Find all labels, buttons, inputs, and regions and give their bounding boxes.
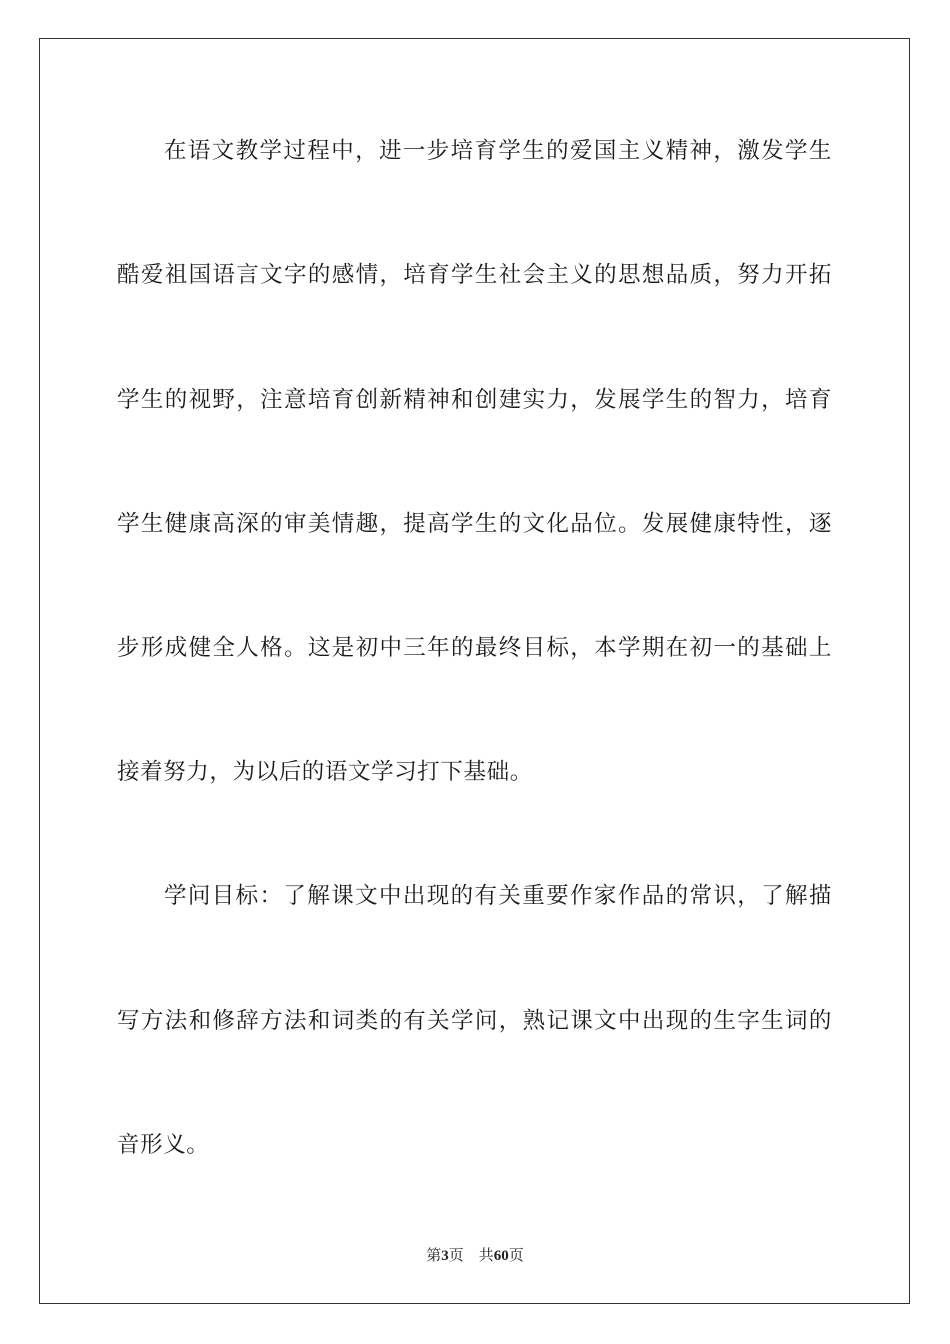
page-border	[39, 38, 910, 1304]
footer-page-number: 3	[441, 1248, 449, 1264]
paragraph-2-line-2: 写方法和修辞方法和词类的有关学问，熟记课文中出现的生字生词的	[117, 1008, 832, 1034]
footer-page-suffix: 页	[448, 1248, 464, 1264]
paragraph-1-line-3: 学生的视野，注意培育创新精神和创建实力，发展学生的智力，培育	[117, 387, 832, 413]
paragraph-1-line-1: 在语文教学过程中，进一步培育学生的爱国主义精神，激发学生	[164, 138, 832, 164]
footer-total-suffix: 页	[508, 1248, 524, 1264]
paragraph-2-line-1: 学问目标：了解课文中出现的有关重要作家作品的常识，了解描	[164, 883, 832, 909]
paragraph-1-line-6: 接着努力，为以后的语文学习打下基础。	[117, 759, 533, 785]
paragraph-1-line-5: 步形成健全人格。这是初中三年的最终目标，本学期在初一的基础上	[117, 635, 832, 661]
footer-total-pages: 60	[493, 1248, 509, 1264]
footer-total-prefix: 共	[478, 1248, 494, 1264]
paragraph-1-line-4: 学生健康高深的审美情趣，提高学生的文化品位。发展健康特性，逐	[117, 511, 832, 537]
page-footer	[0, 1246, 950, 1266]
paragraph-2-line-3: 音形义。	[117, 1132, 210, 1158]
paragraph-1-line-2: 酷爱祖国语言文字的感情，培育学生社会主义的思想品质，努力开拓	[117, 262, 832, 288]
footer-prefix: 第	[426, 1248, 442, 1264]
